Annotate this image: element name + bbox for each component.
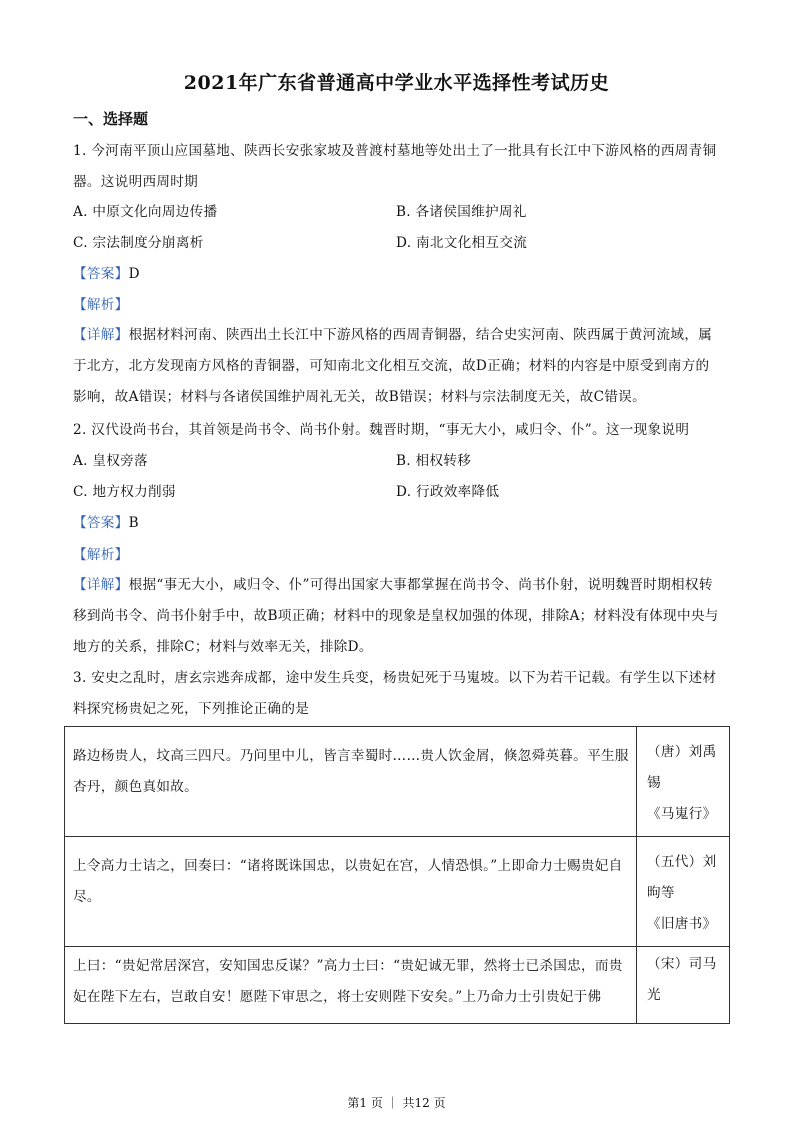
source-table <box>64 726 730 1024</box>
answer-value: D <box>128 266 140 282</box>
detail-text: 根据材料河南、陕西出土长江中下游风格的西周青铜器，结合史实河南、陕西属于黄河流域，属于北方，北方发现南方风格的青铜器，可知南北文化相互交流，故D正确；材料的内容是中原受到南方的影响，故A错误；材料与各诸侯国维护周礼无关，故B错误；材料与宗法制度无关，故C错误。 <box>73 327 713 405</box>
source-attribution <box>637 947 730 1024</box>
table-row <box>65 727 730 837</box>
detail-text: 根据“事无大小，咸归令、仆”可得出国家大事都掌握在尚书令、尚书仆射，说明魏晋时期相权转移到尚书令、尚书仆射手中，故B项正确；材料中的现象是皇权加强的体现，排除A；材料没有体现中央与地方的关系，排除C；材料与效率无关，排除D。 <box>73 577 719 655</box>
question-2-stem: 2. 汉代设尚书台，其首领是尚书令、尚书仆射。魏晋时期，“事无大小，咸归令、仆”。这一现象说明 <box>73 422 690 438</box>
answer-value: B <box>128 515 139 531</box>
q2-option-b: B. 相权转移 <box>396 453 472 469</box>
detail-tag: 【详解】 <box>73 327 129 343</box>
question-1-stem: 1. 今河南平顶山应国墓地、陕西长安张家坡及普渡村墓地等处出土了一批具有长江中下游风格的西周青铜器。这说明西周时期 <box>73 143 717 190</box>
q1-option-b: B. 各诸侯国维护周礼 <box>396 204 527 220</box>
source-text: 上曰：“贵妃常居深宫，安知国忠反谋？”高力士曰：“贵妃诚无罪，然将士已杀国忠，而贵妃在陛下左右，岂敢自安！愿陛下审思之，将士安则陛下安矣。”上乃命力士引贵妃于佛 <box>65 947 637 1024</box>
q1-option-c: C. 宗法制度分崩离析 <box>73 235 204 251</box>
answer-tag: 【答案】 <box>73 515 129 531</box>
question-3-stem: 3. 安史之乱时，唐玄宗逃奔成都，途中发生兵变，杨贵妃死于马嵬坡。以下为若干记载。有学生以下述材料探究杨贵妃之死，下列推论正确的是 <box>73 670 717 717</box>
document-title: 2021年广东省普通高中学业水平选择性考试历史 <box>183 72 610 94</box>
q2-answer <box>73 513 139 533</box>
source-text: 路边杨贵人，坟高三四尺。乃问里中儿，皆言幸蜀时……贵人饮金屑，倏忽舜英暮。平生服杏丹，颜色真如故。 <box>65 727 637 837</box>
source-work: 《旧唐书》 <box>647 916 717 932</box>
q1-answer <box>73 264 140 284</box>
source-author: （唐）刘禹锡 <box>647 744 717 791</box>
q2-option-d: D. 行政效率降低 <box>396 484 500 500</box>
q1-detail <box>73 320 723 413</box>
q1-analysis-tag: 【解析】 <box>73 297 129 313</box>
source-author: （五代）刘昫等 <box>647 854 717 901</box>
source-attribution <box>637 837 730 947</box>
q1-option-a: A. 中原文化向周边传播 <box>73 204 218 220</box>
source-work: 《马嵬行》 <box>647 806 717 822</box>
source-text: 上令高力士诘之，回奏曰：“诸将既诛国忠，以贵妃在宫，人情恐惧。”上即命力士赐贵妃自尽。 <box>65 837 637 947</box>
detail-tag: 【详解】 <box>73 577 129 593</box>
q2-analysis-tag: 【解析】 <box>73 547 129 563</box>
answer-tag: 【答案】 <box>73 266 129 282</box>
table-row <box>65 947 730 1024</box>
q2-detail <box>73 570 723 663</box>
source-author: （宋）司马光 <box>647 956 717 1003</box>
table-row <box>65 837 730 947</box>
source-attribution <box>637 727 730 837</box>
q1-option-d: D. 南北文化相互交流 <box>396 235 528 251</box>
q2-option-a: A. 皇权旁落 <box>73 453 148 469</box>
section-heading: 一、选择题 <box>73 110 149 128</box>
page-footer: 第1 页 ｜ 共12 页 <box>347 1096 446 1110</box>
q2-option-c: C. 地方权力削弱 <box>73 484 176 500</box>
